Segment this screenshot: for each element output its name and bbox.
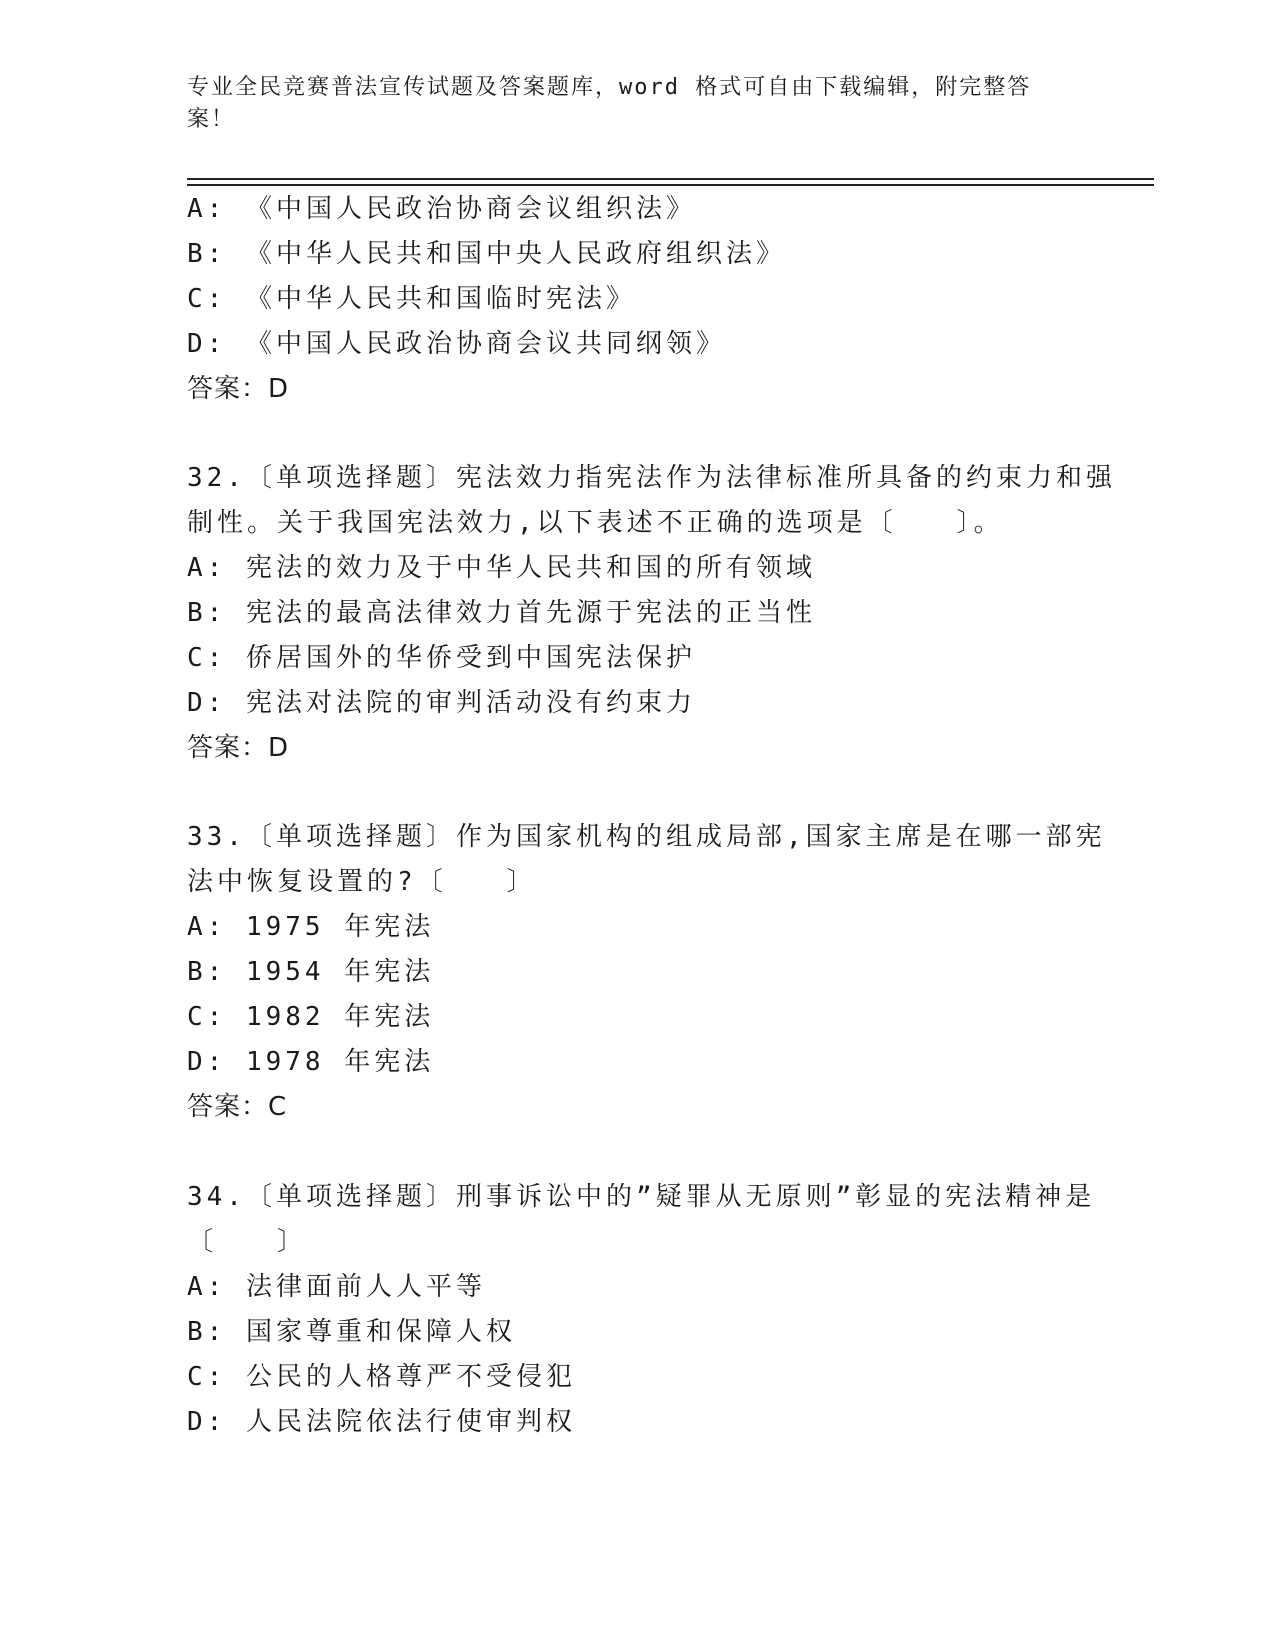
q33-option-c: C: 1982 年宪法 (187, 1002, 435, 1032)
q34-option-d: D: 人民法院依法行使审判权 (187, 1407, 576, 1437)
q33-stem-line2: 法中恢复设置的?〔 〕 (187, 867, 537, 897)
q32-option-d: D: 宪法对法院的审判活动没有约束力 (187, 688, 696, 718)
q31-option-a: A: 《中国人民政治协商会议组织法》 (187, 194, 696, 224)
q31-option-c: C: 《中华人民共和国临时宪法》 (187, 284, 636, 314)
document-header: 专业全民竞赛普法宣传试题及答案题库，word 格式可自由下载编辑，附完整答案！ (187, 75, 1032, 132)
q32-stem-line2: 制性。关于我国宪法效力,以下表述不正确的选项是〔 〕。 (187, 508, 1004, 538)
q33-answer: 答案：C (187, 1092, 288, 1122)
q34-option-b: B: 国家尊重和保障人权 (187, 1317, 516, 1347)
q32-option-b: B: 宪法的最高法律效力首先源于宪法的正当性 (187, 598, 816, 628)
q31-answer: 答案：D (187, 374, 290, 404)
q33-option-b: B: 1954 年宪法 (187, 957, 435, 987)
q34-stem-line2: 〔 〕 (187, 1227, 308, 1257)
q34-option-a: A: 法律面前人人平等 (187, 1272, 486, 1302)
q32-option-c: C: 侨居国外的华侨受到中国宪法保护 (187, 643, 696, 673)
q33-option-d: D: 1978 年宪法 (187, 1047, 435, 1077)
header-divider-bottom (187, 184, 1154, 186)
q33-option-a: A: 1975 年宪法 (187, 912, 435, 942)
q32-option-a: A: 宪法的效力及于中华人民共和国的所有领域 (187, 553, 816, 583)
header-divider-top (187, 178, 1154, 180)
q32-stem-line1: 32.〔单项选择题〕宪法效力指宪法作为法律标准所具备的约束力和强 (187, 463, 1116, 493)
q34-stem-line1: 34.〔单项选择题〕刑事诉讼中的”疑罪从无原则”彰显的宪法精神是 (187, 1182, 1096, 1212)
q31-option-b: B: 《中华人民共和国中央人民政府组织法》 (187, 239, 786, 269)
q34-option-c: C: 公民的人格尊严不受侵犯 (187, 1362, 576, 1392)
q33-stem-line1: 33.〔单项选择题〕作为国家机构的组成局部,国家主席是在哪一部宪 (187, 822, 1106, 852)
q32-answer: 答案：D (187, 733, 290, 763)
q31-option-d: D: 《中国人民政治协商会议共同纲领》 (187, 329, 726, 359)
